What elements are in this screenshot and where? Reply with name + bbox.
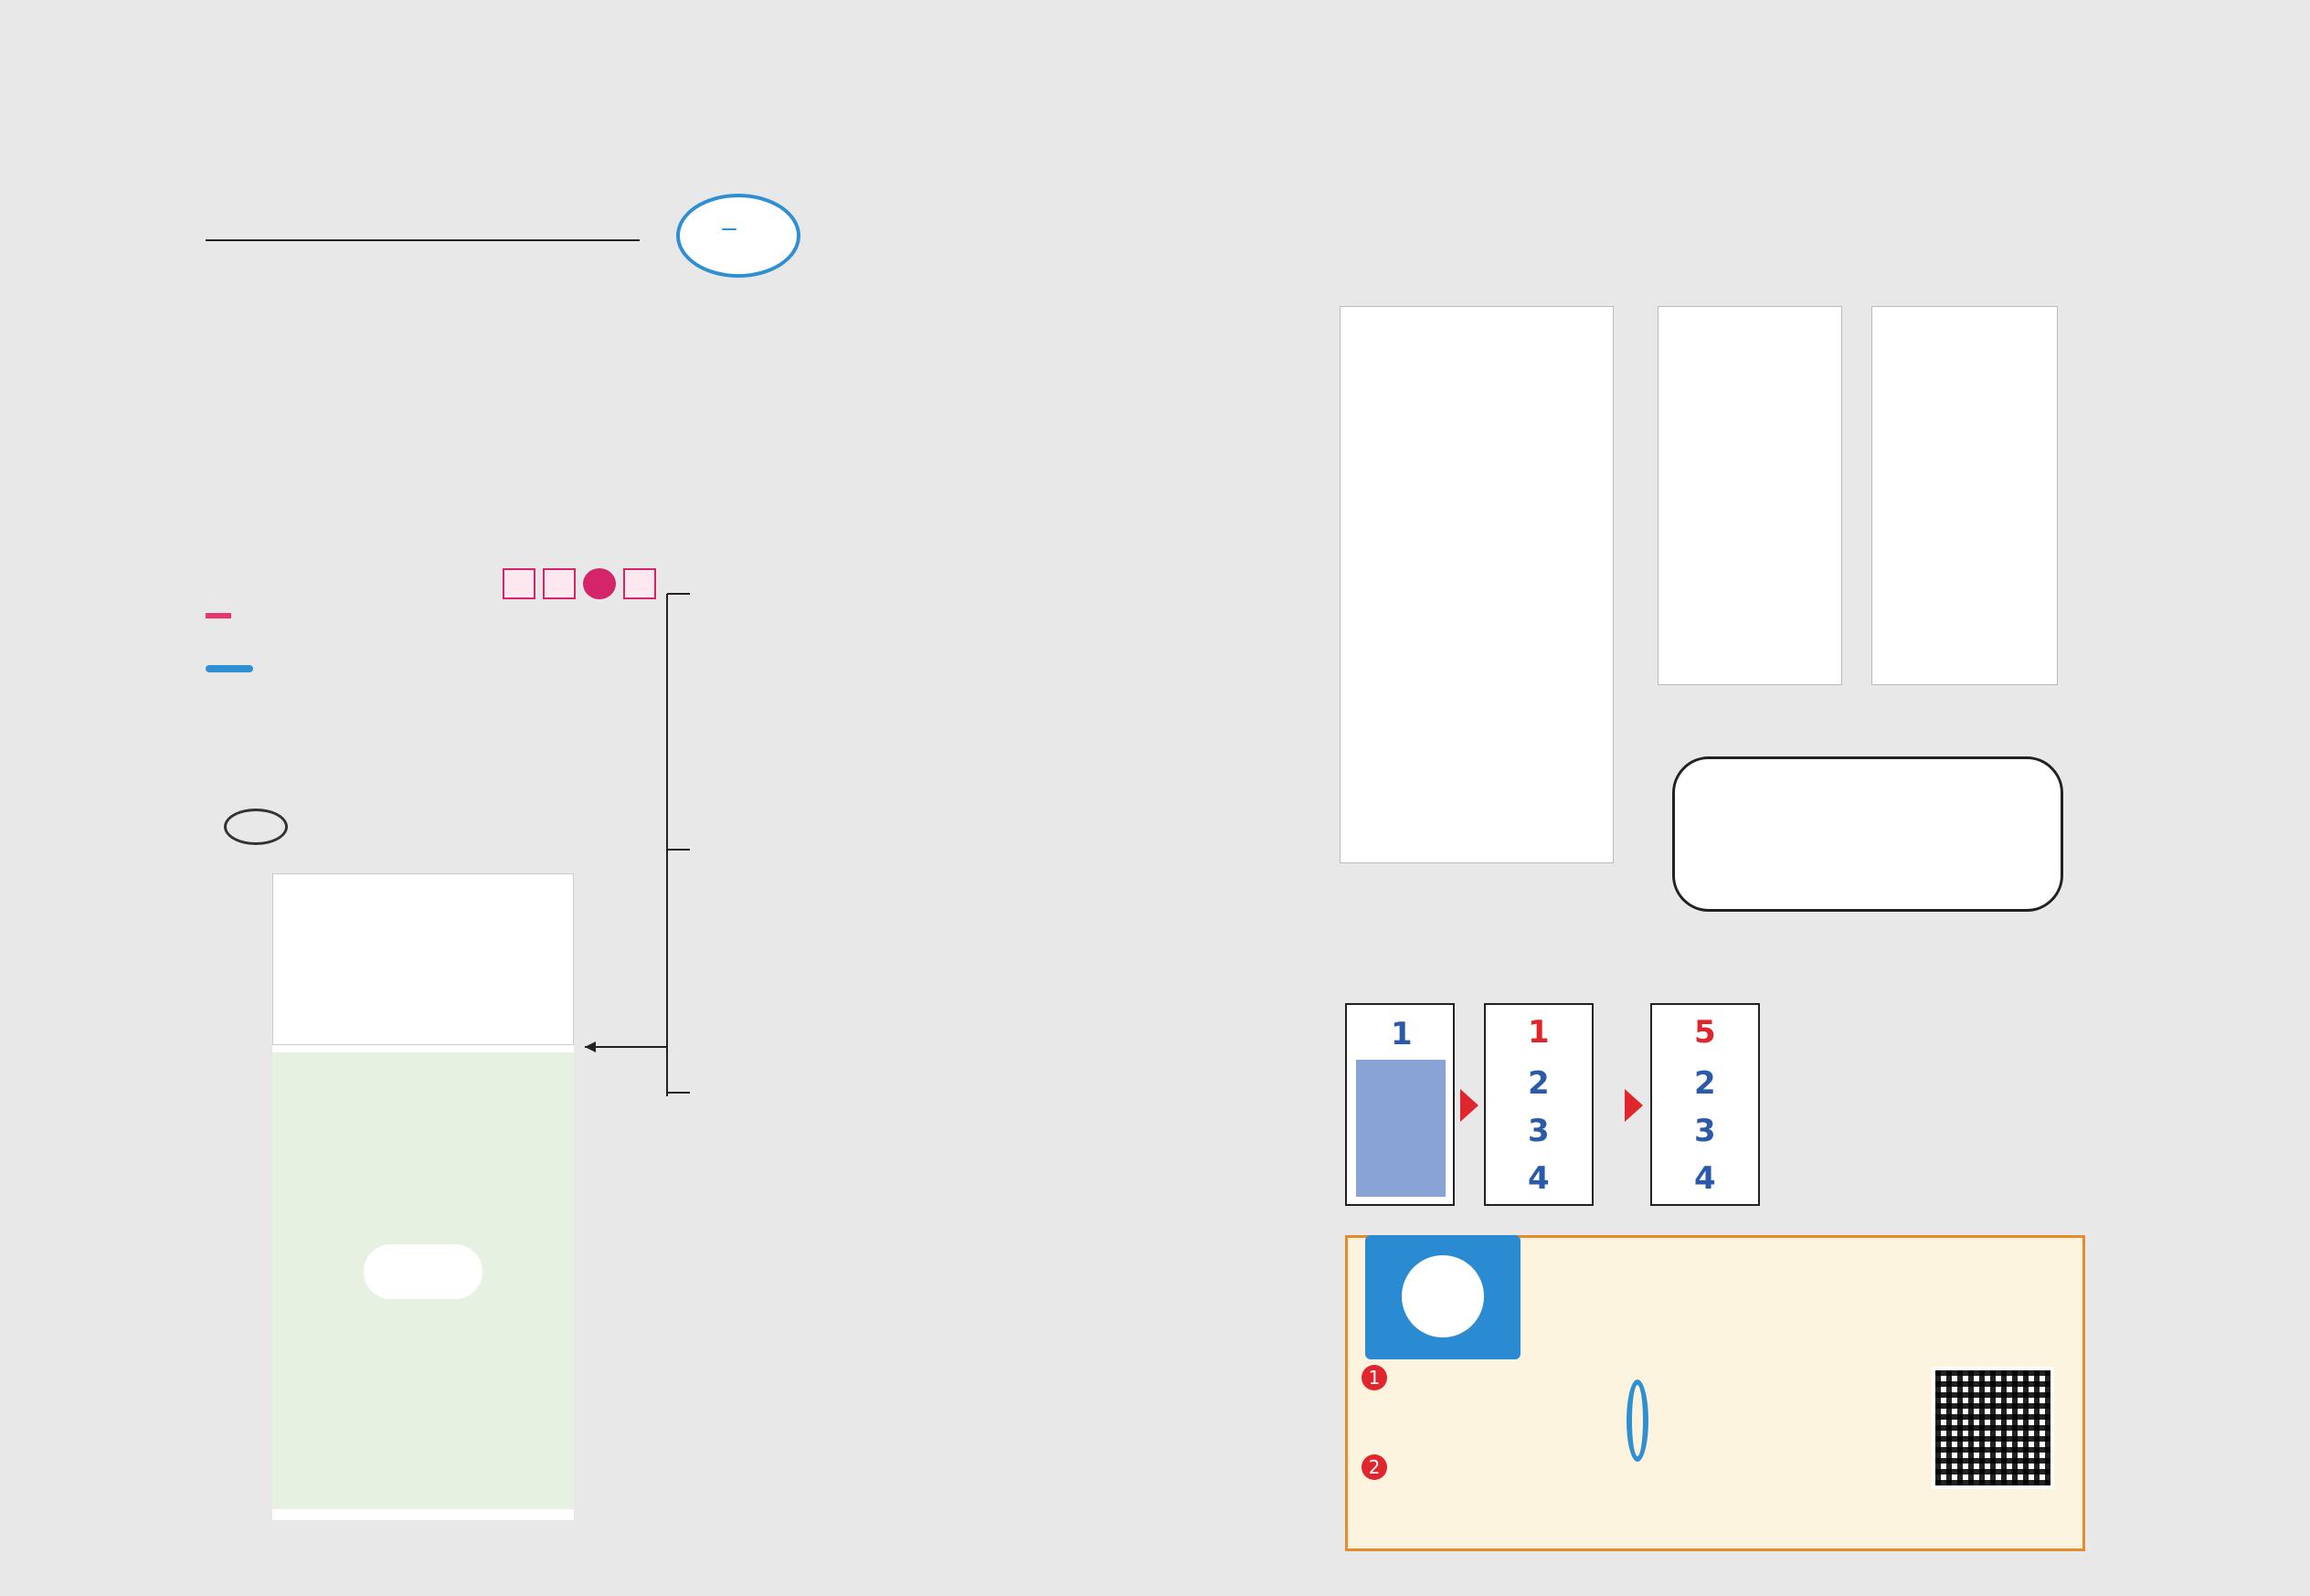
misin-mark-icon: [503, 568, 535, 599]
step-arrow-icon: [1625, 1089, 1643, 1122]
retail-heading: [206, 665, 253, 672]
slide-step-2: 2: [1362, 1453, 1393, 1481]
bracket-arrows: [585, 585, 694, 1096]
paper-mark-icon: [543, 568, 576, 599]
preview-page-sep-dec: [1658, 306, 1842, 685]
step-arrow-icon: [1460, 1089, 1478, 1122]
product-thumbnail: [272, 873, 574, 1520]
slide-step-1: 1: [1362, 1363, 1393, 1391]
speech-bubble: [1672, 756, 2063, 912]
date-marker-badge: [676, 194, 800, 278]
divider: [206, 239, 640, 241]
preview-page-yearly: [1871, 306, 2058, 685]
slide-demo: [1627, 1389, 1648, 1453]
thumbnail-calendar: [272, 873, 574, 1045]
preview-page-may-aug: [1340, 306, 1614, 863]
marker-sheet-image: [1365, 1235, 1521, 1359]
howto-step-1: 1: [1345, 1003, 1455, 1206]
order-unit-badge: [206, 613, 231, 618]
eco-logos: [224, 809, 332, 845]
vegetable-ink-icon: [224, 809, 288, 845]
thumbnail-cover: [272, 1052, 574, 1509]
howto-step-2: 1 2 3 4: [1484, 1003, 1594, 1206]
date-marker-sub: [722, 228, 736, 230]
qr-code[interactable]: [1932, 1367, 2054, 1489]
howto-step-3: 5 2 3 4: [1650, 1003, 1760, 1206]
